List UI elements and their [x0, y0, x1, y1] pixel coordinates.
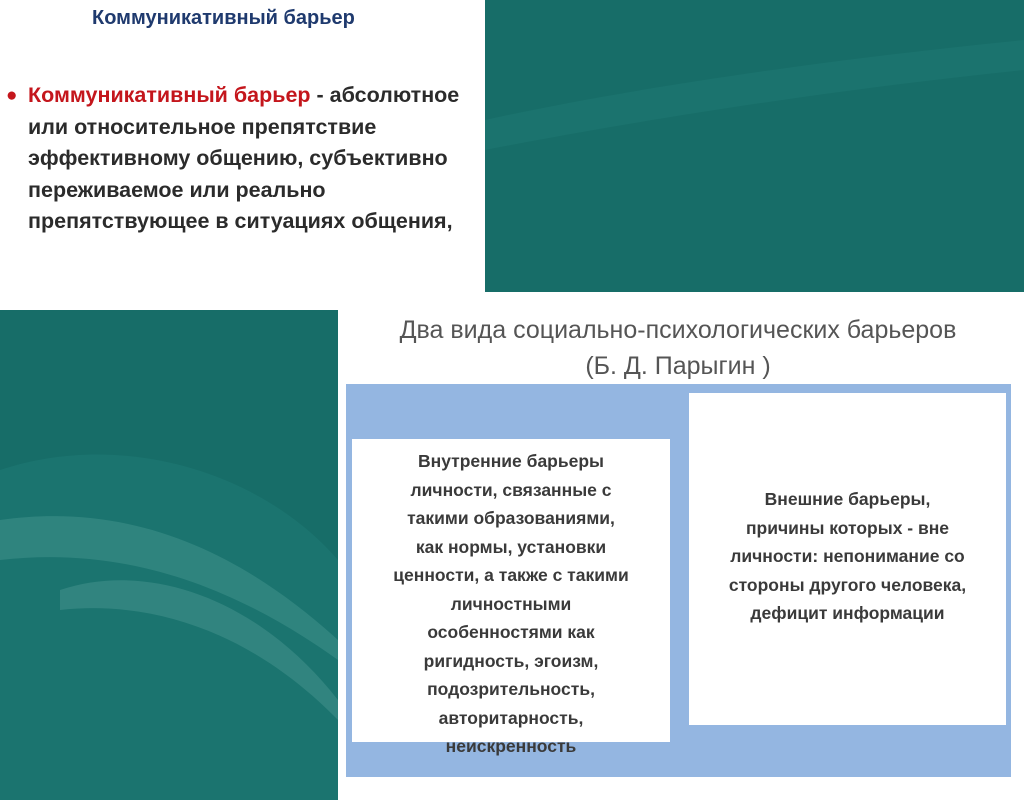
- definition-term: Коммуникативный барьер: [28, 83, 311, 107]
- internal-barriers-text: Внутренние барьеры личности, связанные с такими образованиями, как нормы, установки ценности, а также с такими личностными особенностями как ригидность, эгоизм, подозрительность, авторитарность, неискренность: [393, 451, 629, 756]
- barriers-title: Два вида социально-психологических барьеров (Б. Д. Парыгин ): [399, 316, 957, 380]
- bullet-icon: ●: [6, 85, 18, 106]
- definition-text: [28, 80, 478, 238]
- barriers-slide: [338, 292, 1024, 800]
- definition-panel: [0, 0, 485, 310]
- external-barriers-box: [689, 393, 1006, 725]
- definition-body: - абсолютное или относительное препятствие эффективному общению, субъективно переживаемое или реально препятствующее в ситуациях общения,: [28, 83, 460, 233]
- definition-title: Коммуникативный барьер: [92, 7, 355, 29]
- internal-barriers-box: [352, 439, 670, 756]
- external-barriers-text: Внешние барьеры, причины которых - вне личности: непонимание со стороны другого человека, дефицит информации: [728, 489, 967, 623]
